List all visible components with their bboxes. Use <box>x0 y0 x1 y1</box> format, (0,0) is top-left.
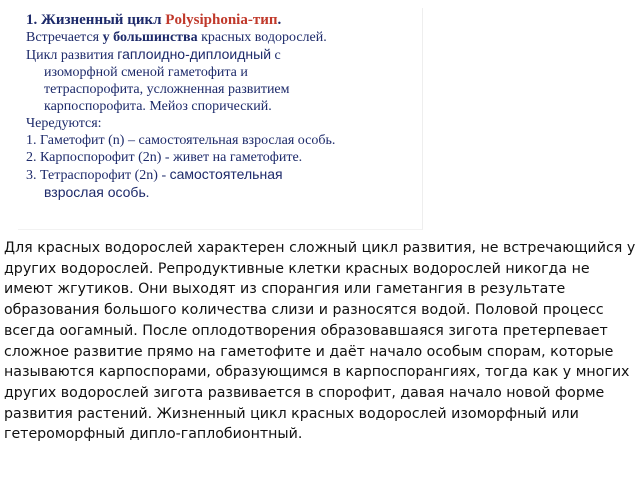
slide-line-3 <box>26 46 422 64</box>
slide-title-prefix: 1. Жизненный цикл <box>26 12 166 28</box>
slide-line-3a: Цикл развития <box>26 48 118 63</box>
body-paragraph: Для красных водорослей характерен сложный цикл развития, не встречающийся у других водорослей. Репродуктивные клетки красных водорослей никогда не имеют жгутиков. Они выходят из спорангия или гаметангия в результате образования большого количества слизи и разносятся водой. Половой процесс всегда оогамный. После оплодотворения образовавшаяся зигота претерпевает сложное развитие прямо на гаметофите и даёт начало особым спорам, которые называются карпоспорами, образующимся в карпоспорангиях, тогда как у многих других водорослей зигота развивается в спорофит, давая начало новой форме развития растений. Жизненный цикл красных водорослей изоморфный или гетероморфный дипло-гаплобионтный. <box>4 240 636 443</box>
slide-line-10 <box>26 166 422 184</box>
slide-title <box>26 12 422 29</box>
slide-line-8: 1. Гаметофит (n) – самостоятельная взрослая особь. <box>26 133 336 148</box>
slide-line-9: 2. Карпоспорофит (2n) - живет на гаметофите. <box>26 150 303 165</box>
slide-line-10b: самостоятельная <box>169 166 283 182</box>
slide-line-10a: 3. Тетраспорофит (2n) - <box>26 168 170 183</box>
slide-line-11a: взрослая особь <box>44 184 146 200</box>
slide-line-6: карпоспорофита. Мейоз спорический. <box>44 99 272 114</box>
slide-line-11b: . <box>145 186 150 201</box>
slide-line-2b: у большинства <box>102 30 198 45</box>
slide-image <box>18 8 423 230</box>
slide-line-3c: с <box>271 48 281 63</box>
slide-title-suffix: . <box>277 12 282 28</box>
slide-line-2c: красных водорослей. <box>197 30 327 45</box>
slide-line-5: тетраспорофита, усложненная развитием <box>44 82 290 97</box>
slide-line-11 <box>26 184 422 202</box>
slide-title-highlight: Polysiphonia-тип <box>165 12 278 28</box>
slide-line-7: Чередуются: <box>26 116 102 131</box>
slide-line-3b: гаплоидно-диплоидный <box>117 46 272 62</box>
slide-line-4: изоморфной сменой гаметофита и <box>44 65 248 80</box>
slide-line-2 <box>26 29 422 46</box>
slide-line-2a: Встречается <box>26 30 103 45</box>
